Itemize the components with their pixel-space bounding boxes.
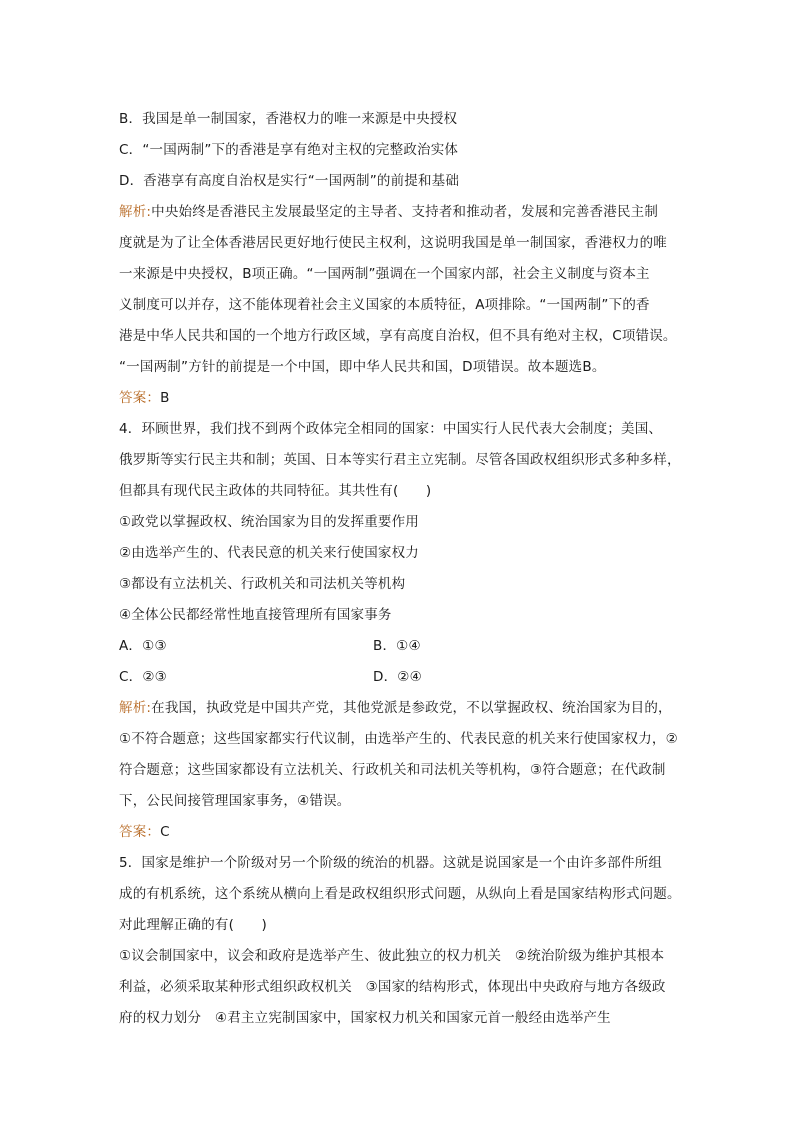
q4-options-row <box>119 662 719 693</box>
q5-item-line: 府的权力划分 ④君主立宪制国家中，国家权力机关和国家元首一般经由选举产生 <box>119 1010 611 1026</box>
q5-stem-line: 成的有机系统，这个系统从横向上看是政权组织形式问题，从纵向上看是国家结构形式问题。 <box>119 886 681 902</box>
q3-option-d: D．香港享有高度自治权是实行“一国两制”的前提和基础 <box>119 173 460 189</box>
q3-analysis-line: 一来源是中央授权，B项正确。“一国两制”强调在一个国家内部，社会主义制度与资本主 <box>119 266 650 282</box>
q4-analysis-line: 符合题意；这些国家都设有立法机关、行政机关和司法机关等机构，③符合题意；在代政制 <box>119 762 666 778</box>
q4-item: ③都设有立法机关、行政机关和司法机关等机构 <box>119 576 406 592</box>
q4-item: ②由选举产生的、代表民意的机关来行使国家权力 <box>119 545 420 561</box>
analysis-label: 解析: <box>119 700 152 716</box>
q5-stem-line: 对此理解正确的有( ) <box>119 917 267 933</box>
q4-answer: 答案：C <box>119 824 170 840</box>
q4-option-b: B．①④ <box>373 638 421 654</box>
q4-stem-line: 但都具有现代民主政体的共同特征。其共性有( ) <box>119 483 432 499</box>
q3-analysis-line: 义制度可以并存，这不能体现着社会主义国家的本质特征，A项排除。“一国两制”下的香 <box>119 297 650 313</box>
document-page <box>119 104 719 1034</box>
q5-item-line: 利益，必须采取某种形式组织政权机关 ③国家的结构形式，体现出中央政府与地方各级政 <box>119 979 666 995</box>
q3-analysis-line: 度就是为了让全体香港居民更好地行使民主权利，这说明我国是单一制国家，香港权力的唯 <box>119 235 667 251</box>
q3-answer: 答案：B <box>119 390 170 406</box>
analysis-label: 解析: <box>119 204 152 220</box>
q3-analysis-line: 解析:中央始终是香港民主发展最坚定的主导者、支持者和推动者，发展和完善香港民主制 <box>119 204 659 220</box>
q4-option-a: A．①③ <box>119 638 167 654</box>
answer-label: 答案： <box>119 824 161 840</box>
q4-item: ①政党以掌握政权、统治国家为目的发挥重要作用 <box>119 514 420 530</box>
q4-item: ④全体公民都经常性地直接管理所有国家事务 <box>119 607 392 623</box>
q3-option-c: C．“一国两制”下的香港是享有绝对主权的完整政治实体 <box>119 142 459 158</box>
q4-analysis-line: ①不符合题意；这些国家都实行代议制，由选举产生的、代表民意的机关来行使国家权力，② <box>119 731 678 747</box>
answer-label: 答案： <box>119 390 161 406</box>
q4-stem-line: 4．环顾世界，我们找不到两个政体完全相同的国家：中国实行人民代表大会制度；美国、 <box>119 421 663 437</box>
q4-stem-line: 俄罗斯等实行民主共和制；英国、日本等实行君主立宪制。尽管各国政权组织形式多种多样， <box>119 452 681 468</box>
q4-analysis-line: 解析:在我国，执政党是中国共产党，其他党派是参政党，不以掌握政权、统治国家为目的， <box>119 700 672 716</box>
q4-option-d: D．②④ <box>373 669 422 685</box>
q3-analysis-line: “一国两制”方针的前提是一个中国，即中华人民共和国，D项错误。故本题选B。 <box>119 359 606 375</box>
q4-analysis-line: 下，公民间接管理国家事务，④错误。 <box>119 793 351 809</box>
q4-options-row <box>119 631 719 662</box>
q5-stem-line: 5．国家是维护一个阶级对另一个阶级的统治的机器。这就是说国家是一个由许多部件所组 <box>119 855 663 871</box>
q5-item-line: ①议会制国家中，议会和政府是选举产生、彼此独立的权力机关 ②统治阶级为维护其根本 <box>119 948 665 964</box>
q3-analysis-line: 港是中华人民共和国的一个地方行政区域，享有高度自治权，但不具有绝对主权，C项错误。 <box>119 328 677 344</box>
q4-option-c: C．②③ <box>119 669 167 685</box>
q3-option-b: B．我国是单一制国家，香港权力的唯一来源是中央授权 <box>119 111 458 127</box>
